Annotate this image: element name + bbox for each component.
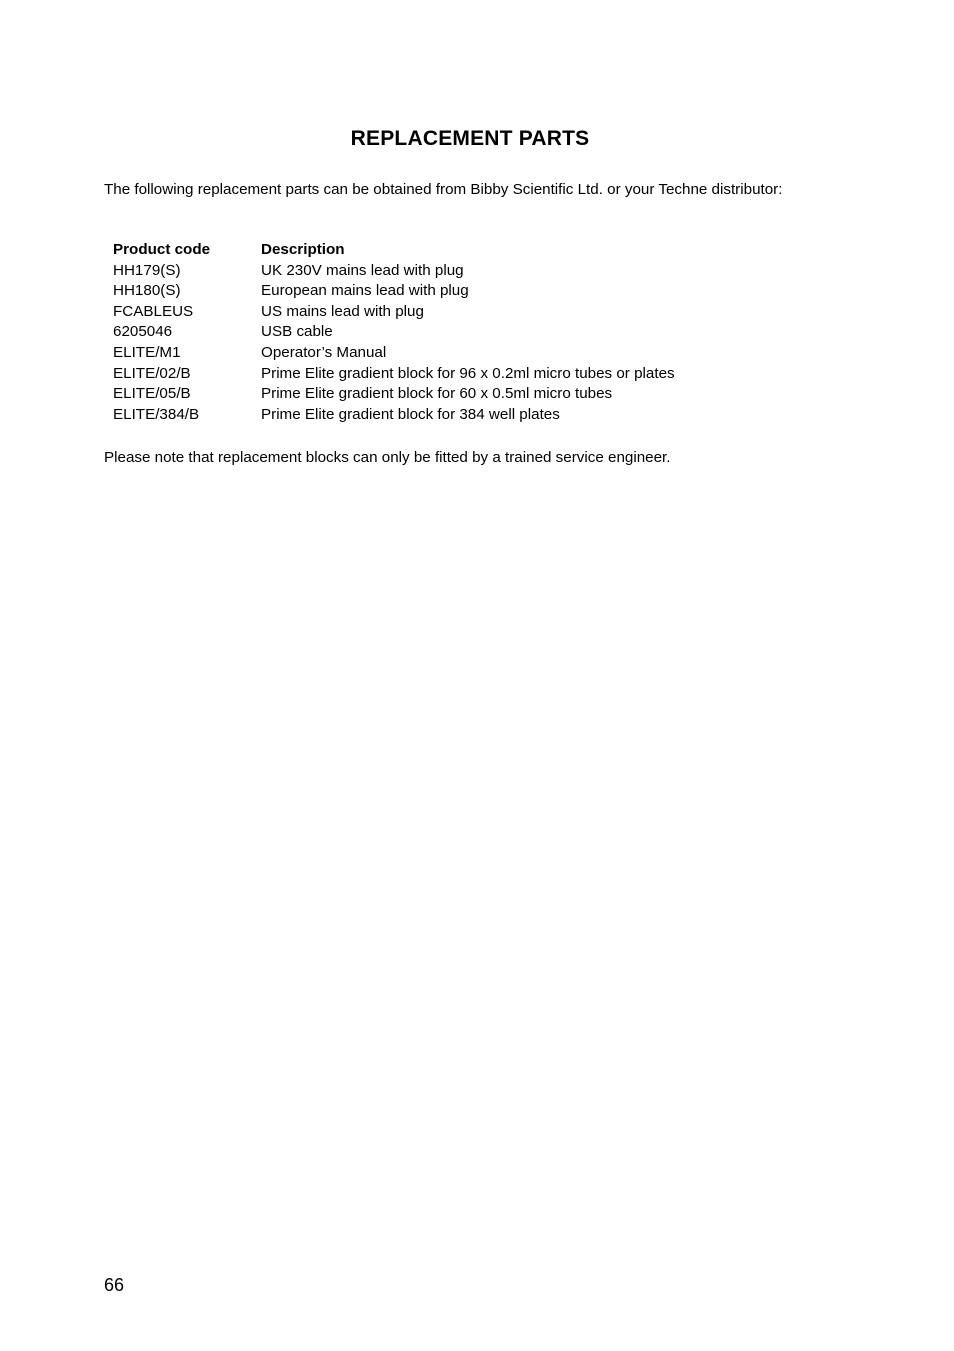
description-cell: European mains lead with plug [261, 282, 469, 300]
table-row [113, 384, 675, 405]
product-code-cell: ELITE/384/B [113, 405, 200, 423]
table-row [113, 405, 675, 426]
service-note: Please note that replacement blocks can only be fitted by a trained service engineer. [104, 449, 671, 466]
product-code-cell: 6205046 [113, 323, 173, 341]
description-cell: Prime Elite gradient block for 96 x 0.2ml micro tubes or plates [261, 364, 675, 382]
description-cell: Operator’s Manual [261, 343, 387, 361]
table-row [113, 302, 675, 323]
table-header-row [113, 240, 675, 261]
product-code-cell: ELITE/02/B [113, 364, 191, 382]
table-row [113, 261, 675, 282]
table-row [113, 322, 675, 343]
product-code-cell: HH179(S) [113, 261, 181, 279]
table-row [113, 281, 675, 302]
intro-paragraph: The following replacement parts can be obtained from Bibby Scientific Ltd. or your Techne distributor: [104, 181, 783, 198]
description-cell: US mains lead with plug [261, 302, 424, 320]
product-code-cell: FCABLEUS [113, 302, 194, 320]
product-code-cell: ELITE/M1 [113, 343, 181, 361]
parts-table [113, 240, 675, 425]
header-product-code: Product code [113, 241, 211, 258]
page-number: 66 [104, 1275, 125, 1295]
table-row [113, 343, 675, 364]
page-title: REPLACEMENT PARTS [350, 127, 590, 150]
description-cell: Prime Elite gradient block for 384 well plates [261, 405, 560, 423]
description-cell: UK 230V mains lead with plug [261, 261, 464, 279]
description-cell: USB cable [261, 323, 333, 341]
description-cell: Prime Elite gradient block for 60 x 0.5ml micro tubes [261, 385, 613, 403]
table-row [113, 364, 675, 385]
product-code-cell: HH180(S) [113, 282, 181, 300]
product-code-cell: ELITE/05/B [113, 385, 191, 403]
header-description: Description [261, 241, 345, 258]
